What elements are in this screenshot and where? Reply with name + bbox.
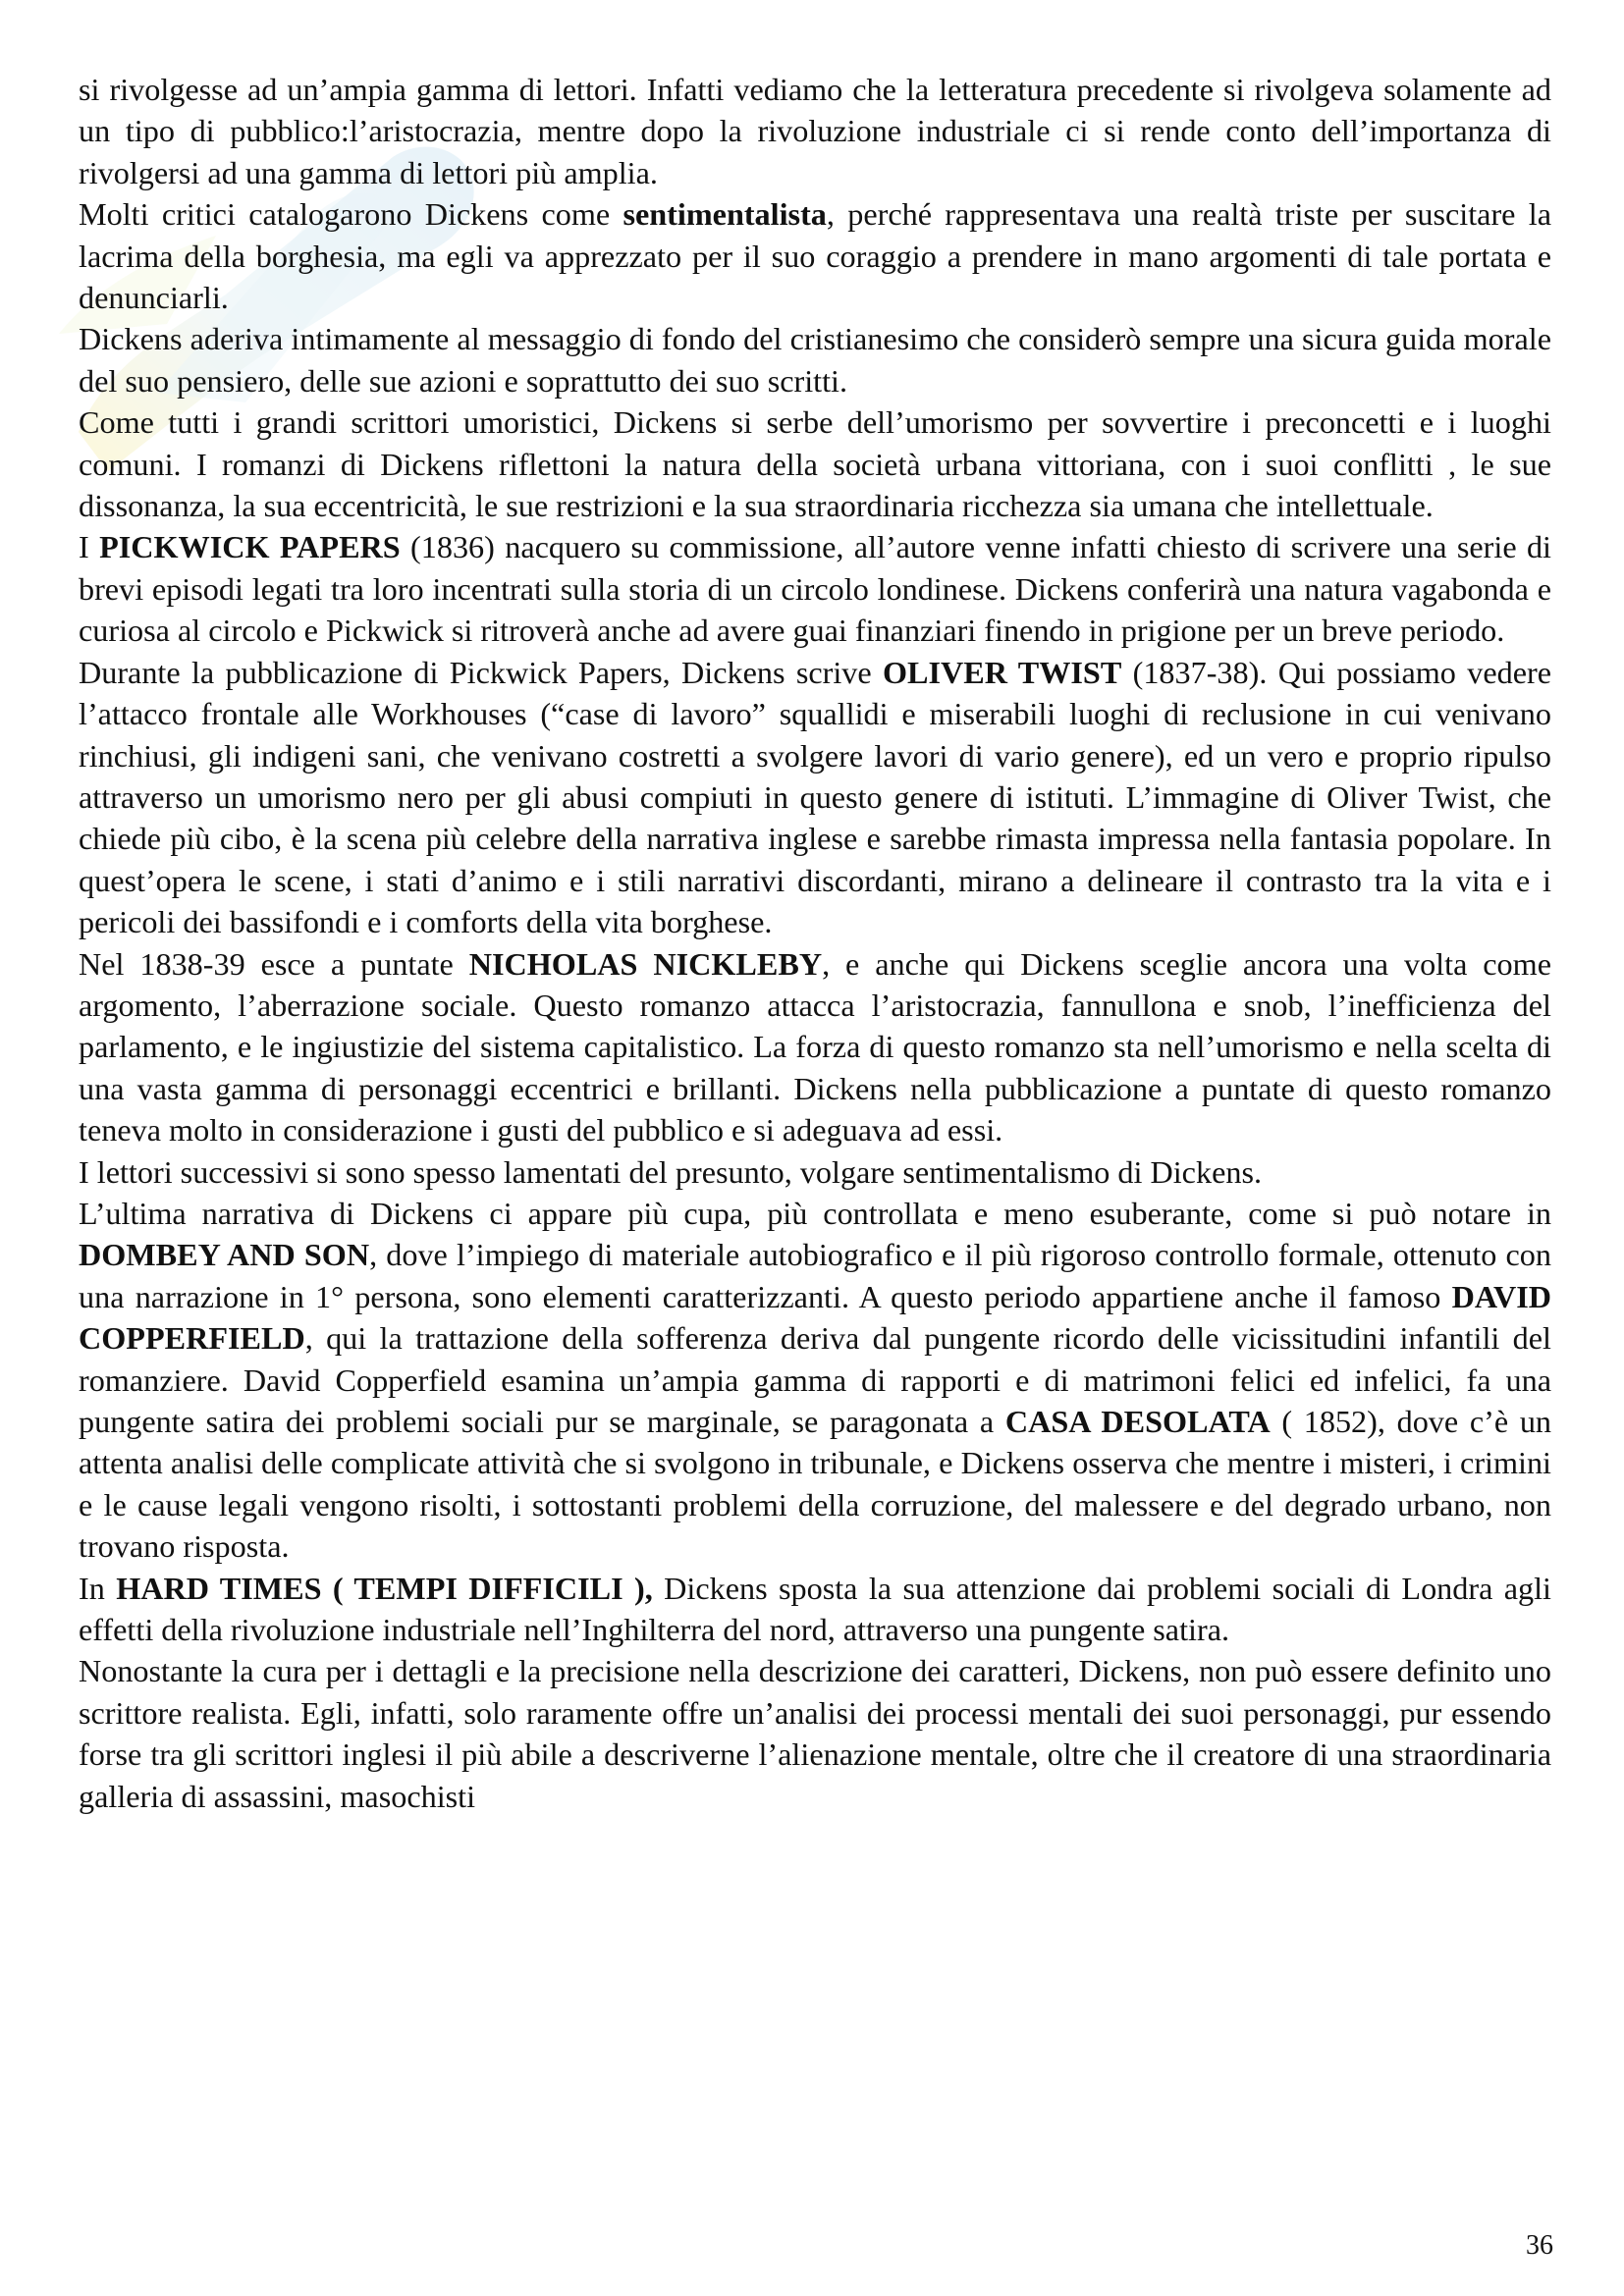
bold-title: HARD TIMES ( TEMPI DIFFICILI ), xyxy=(116,1570,653,1606)
paragraph xyxy=(79,318,1551,401)
paragraph xyxy=(79,69,1551,193)
paragraph xyxy=(79,526,1551,651)
page-number: 36 xyxy=(1526,2230,1553,2261)
bold-title: NICHOLAS NICKLEBY xyxy=(468,945,823,982)
bold-title: PICKWICK PAPERS xyxy=(99,529,401,565)
text-run: L’ultima narrativa di Dickens ci appare più cupa, più controllata e meno esuberante, come si può notare in xyxy=(79,1195,1551,1231)
text-run: (1836) nacquero su commissione, all’autore venne infatti chiesto di scrivere una serie di brevi episodi legati tra loro incentrati sulla storia di un circolo londinese. Dickens conferirà una natura vagabonda e curiosa al circolo e Pickwick si ritroverà anche ad avere guai finanziari finendo in prigione per un breve periodo. xyxy=(79,529,1552,649)
bold-title: sentimentalista xyxy=(623,196,827,233)
paragraph xyxy=(79,1650,1551,1817)
bold-title: DOMBEY AND SON xyxy=(79,1237,370,1273)
text-run: ( 1852), dove c’è un attenta analisi delle complicate attività che si svolgono in tribunale, e Dickens osserva che mentre i misteri, i crimini e le cause legali vengono risolti, i sottostanti problemi della corruzione, del malessere e del degrado urbano, non trovano risposta. xyxy=(79,1404,1552,1565)
bold-title: OLIVER TWIST xyxy=(883,654,1122,690)
paragraph xyxy=(79,943,1551,1151)
paragraph xyxy=(79,1568,1551,1651)
body-text xyxy=(79,69,1551,1817)
paragraph xyxy=(79,652,1551,943)
text-run: si rivolgesse ad un’ampia gamma di lettori. Infatti vediamo che la letteratura precedente si rivolgeva solamente ad un tipo di pubblico:l’aristocrazia, mentre dopo la rivoluzione industriale ci si rende conto dell’importanza di rivolgersi ad una gamma di lettori più amplia. xyxy=(79,72,1551,190)
text-run: In xyxy=(79,1570,117,1606)
paragraph xyxy=(79,1193,1551,1568)
text-run: Nel 1838-39 esce a puntate xyxy=(79,945,469,982)
text-run: , dove l’impiego di materiale autobiografico e il più rigoroso controllo formale, ottenuto con una narrazione in 1° persona, sono elementi caratterizzanti. A questo periodo appartiene anche il famoso xyxy=(79,1237,1551,1314)
bold-title: DAVID COPPERFIELD xyxy=(79,1278,1551,1357)
text-run: Durante la pubblicazione di Pickwick Papers, Dickens scrive xyxy=(79,654,884,690)
text-run: Nonostante la cura per i dettagli e la precisione nella descrizione dei caratteri, Dickens, non può essere definito uno scrittore realista. Egli, infatti, solo raramente offre un’analisi dei processi mentali dei suoi personaggi, pur essendo forse tra gli scrittori inglesi il più abile a descriverne l’alienazione mentale, oltre che il creatore di una straordinaria galleria di assassini, masochisti xyxy=(79,1653,1551,1814)
text-run: , perché rappresentava una realtà triste per suscitare la lacrima della borghesia, ma egli va apprezzato per il suo coraggio a prendere in mano argomenti di tale portata e denunciarli. xyxy=(79,196,1551,316)
text-run: I xyxy=(79,529,100,565)
paragraph xyxy=(79,1151,1551,1193)
text-run: , qui la trattazione della sofferenza deriva dal pungente ricordo delle vicissitudini infantili del romanziere. David Copperfield esamina un’ampia gamma di rapporti e di matrimoni felici ed infelici, fa una pungente satira dei problemi sociali pur se marginale, se paragonata a xyxy=(79,1320,1551,1439)
text-run: (1837-38). Qui possiamo vedere l’attacco frontale alle Workhouses (“case di lavoro” squallidi e miserabili luoghi di reclusione in cui venivano rinchiusi, gli indigeni sani, che venivano costretti a svolgere lavori di vario genere), ed un vero e proprio ripulso attraverso un umorismo nero per gli abusi compiuti in questo genere di istituti. L’immagine di Oliver Twist, che chiede più cibo, è la scena più celebre della narrativa inglese e sarebbe rimasta impressa nella fantasia popolare. In quest’opera le scene, i stati d’animo e i stili narrativi discordanti, mirano a delineare il contrasto tra la vita e i pericoli dei bassifondi e i comforts della vita borghese. xyxy=(79,654,1551,940)
text-run: Dickens sposta la sua attenzione dai problemi sociali di Londra agli effetti della rivoluzione industriale nell’Inghilterra del nord, attraverso una pungente satira. xyxy=(79,1570,1551,1648)
text-run: Dickens aderiva intimamente al messaggio di fondo del cristianesimo che considerò sempre una sicura guida morale del suo pensiero, delle sue azioni e soprattutto dei suo scritti. xyxy=(79,321,1551,399)
text-run: Molti critici catalogarono Dickens come xyxy=(79,196,623,233)
text-run: , e anche qui Dickens sceglie ancora una volta come argomento, l’aberrazione sociale. Questo romanzo attacca l’aristocrazia, fannullona e snob, l’inefficienza del parlamento, e le ingiustizie del sistema capitalistico. La forza di questo romanzo sta nell’umorismo e nella scelta di una vasta gamma di personaggi eccentrici e brillanti. Dickens nella pubblicazione a puntate di questo romanzo teneva molto in considerazione i gusti del pubblico e si adeguava ad essi. xyxy=(79,945,1551,1148)
bold-title: CASA DESOLATA xyxy=(1004,1404,1271,1439)
paragraph xyxy=(79,193,1551,318)
text-run: I lettori successivi si sono spesso lamentati del presunto, volgare sentimentalismo di Dickens. xyxy=(79,1153,1263,1190)
text-run: Come tutti i grandi scrittori umoristici, Dickens si serbe dell’umorismo per sovvertire i preconcetti e i luoghi comuni. I romanzi di Dickens riflettoni la natura della società urbana vittoriana, con i suoi conflitti , le sue dissonanza, la sua eccentricità, le sue restrizioni e la sua straordinaria ricchezza sia umana che intellettuale. xyxy=(79,404,1551,524)
paragraph xyxy=(79,401,1551,526)
